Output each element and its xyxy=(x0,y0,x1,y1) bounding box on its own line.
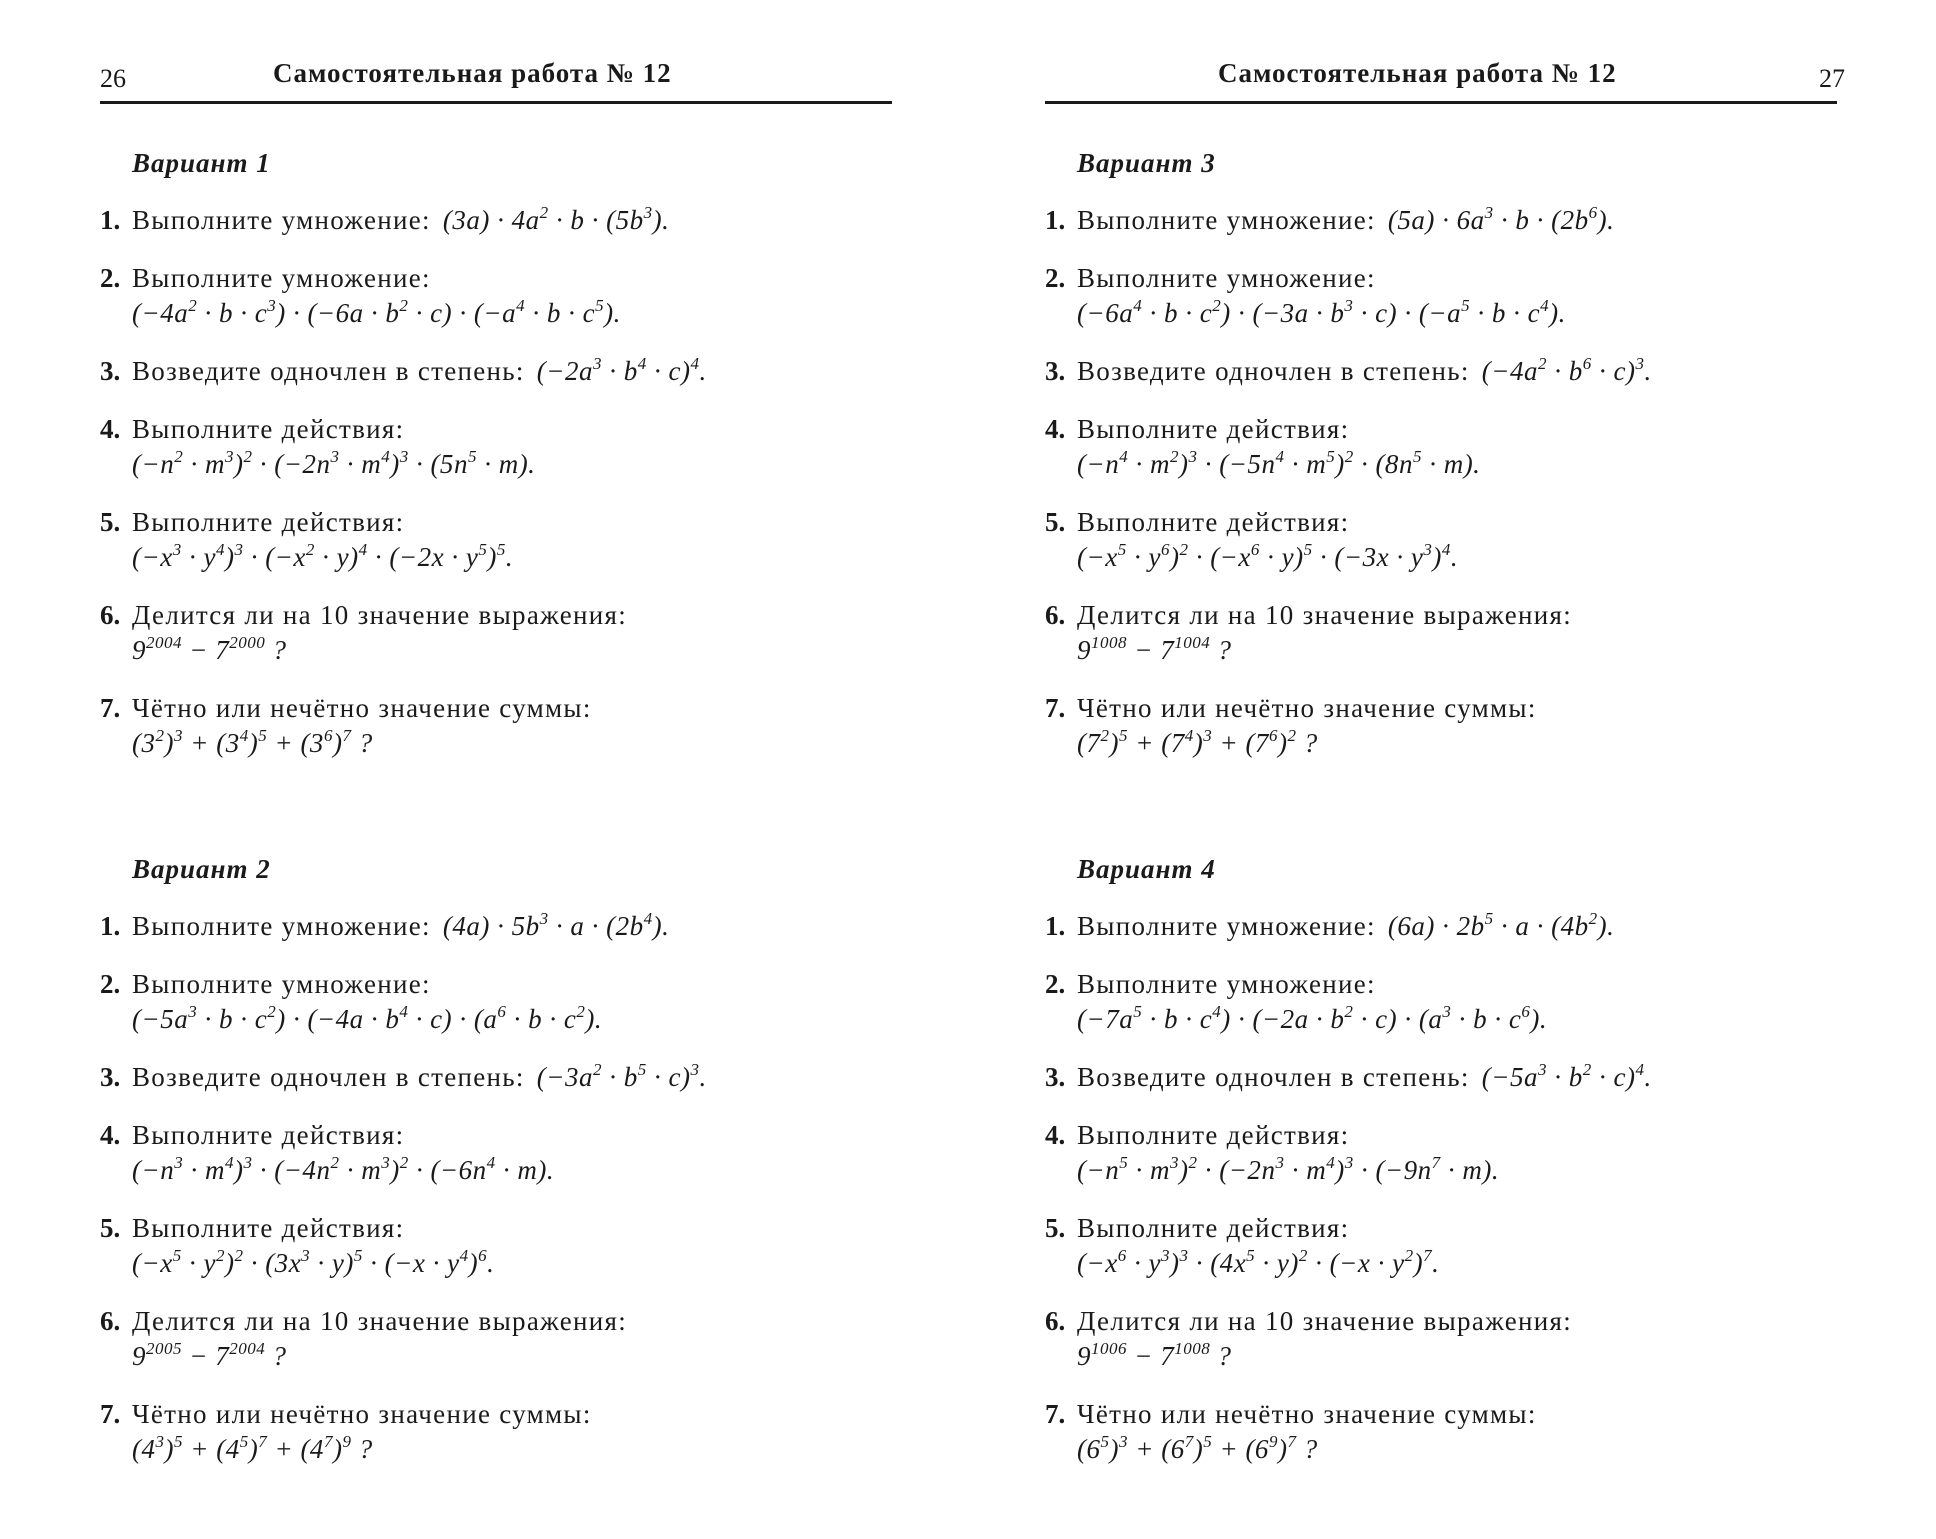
task-expression: $9^{1006} - 7^{1008}$ ? xyxy=(1077,1339,1232,1371)
task-item xyxy=(100,967,900,1037)
header-rule xyxy=(1045,101,1837,104)
task-item xyxy=(1045,261,1845,331)
task-item xyxy=(100,1397,900,1467)
variant-3 xyxy=(1045,148,1845,784)
task-expression: $(-n^4 \cdot m^2)^3 \cdot (-5n^4 \cdot m^5)^2 \cdot (8n^5 \cdot m)$. xyxy=(1077,447,1481,479)
task-expression: $(-2a^3 \cdot b^4 \cdot c)^4$. xyxy=(536,354,707,386)
task-text: Выполните действия: xyxy=(132,507,405,537)
task-body xyxy=(132,1118,900,1188)
variant-title: Вариант 4 xyxy=(1077,854,1216,884)
task-number: 4. xyxy=(1045,1120,1066,1150)
task-body xyxy=(1077,909,1845,944)
task-expression: $(3^2)^3 + (3^4)^5 + (3^6)^7$ ? xyxy=(132,726,373,758)
page-header xyxy=(1045,50,1845,104)
task-text: Выполните умножение: xyxy=(132,263,431,293)
task-number: 3. xyxy=(1045,356,1066,386)
task-body xyxy=(1077,691,1845,761)
task-body xyxy=(132,412,900,482)
task-number: 2. xyxy=(1045,263,1066,293)
task-item xyxy=(100,1211,900,1281)
task-number: 3. xyxy=(100,356,121,386)
task-item xyxy=(1045,1397,1845,1467)
task-number: 5. xyxy=(100,507,121,537)
task-item xyxy=(1045,505,1845,575)
task-expression: $(-n^2 \cdot m^3)^2 \cdot (-2n^3 \cdot m^4)^3 \cdot (5n^5 \cdot m)$. xyxy=(132,447,536,479)
task-item xyxy=(1045,1211,1845,1281)
task-number: 2. xyxy=(1045,969,1066,999)
task-text: Выполните умножение: xyxy=(1077,205,1376,235)
task-body xyxy=(132,1304,900,1374)
task-body xyxy=(132,505,900,575)
task-expression: $(-x^5 \cdot y^2)^2 \cdot (3x^3 \cdot y)^5 \cdot (-x \cdot y^4)^6$. xyxy=(132,1246,495,1278)
task-number: 5. xyxy=(1045,507,1066,537)
task-body xyxy=(1077,598,1845,668)
task-text: Делится ли на 10 значение выражения: xyxy=(132,1306,628,1336)
variant-title: Вариант 2 xyxy=(132,854,271,884)
task-item xyxy=(100,354,900,389)
task-text: Выполните умножение: xyxy=(132,205,431,235)
task-text: Возведите одночлен в степень: xyxy=(1077,356,1470,386)
task-text: Выполните действия: xyxy=(1077,1213,1350,1243)
task-body xyxy=(132,691,900,761)
task-text: Делится ли на 10 значение выражения: xyxy=(1077,600,1573,630)
task-item xyxy=(100,909,900,944)
task-number: 6. xyxy=(100,1306,121,1336)
task-expression: $(6a) \cdot 2b^5 \cdot a \cdot (4b^2)$. xyxy=(1387,909,1615,941)
page-number: 27 xyxy=(1819,64,1845,93)
task-item xyxy=(1045,1060,1845,1095)
task-number: 1. xyxy=(100,205,121,235)
task-text: Выполните действия: xyxy=(1077,414,1350,444)
task-number: 2. xyxy=(100,969,121,999)
task-text: Делится ли на 10 значение выражения: xyxy=(132,600,628,630)
running-title: Самостоятельная работа № 12 xyxy=(1218,58,1617,88)
variant-2 xyxy=(100,854,900,1490)
task-number: 1. xyxy=(100,911,121,941)
task-text: Выполните умножение: xyxy=(1077,911,1376,941)
task-body xyxy=(132,598,900,668)
task-expression: $(4^3)^5 + (4^5)^7 + (4^7)^9$ ? xyxy=(132,1432,373,1464)
task-expression: $(-x^6 \cdot y^3)^3 \cdot (4x^5 \cdot y)^2 \cdot (-x \cdot y^2)^7$. xyxy=(1077,1246,1440,1278)
task-number: 3. xyxy=(1045,1062,1066,1092)
task-body xyxy=(1077,1118,1845,1188)
task-item xyxy=(1045,598,1845,668)
task-number: 7. xyxy=(1045,693,1066,723)
task-item xyxy=(1045,1118,1845,1188)
task-body xyxy=(1077,412,1845,482)
variant-title: Вариант 3 xyxy=(1077,148,1216,178)
task-item xyxy=(100,1060,900,1095)
task-expression: $(3a) \cdot 4a^2 \cdot b \cdot (5b^3)$. xyxy=(442,203,670,235)
task-number: 7. xyxy=(100,1399,121,1429)
task-expression: $(-n^5 \cdot m^3)^2 \cdot (-2n^3 \cdot m^4)^3 \cdot (-9n^7 \cdot m)$. xyxy=(1077,1153,1500,1185)
task-text: Выполните умножение: xyxy=(132,969,431,999)
task-expression: $(5a) \cdot 6a^3 \cdot b \cdot (2b^6)$. xyxy=(1387,203,1615,235)
task-text: Выполните действия: xyxy=(1077,507,1350,537)
task-text: Чётно или нечётно значение суммы: xyxy=(132,693,592,723)
task-expression: $(-x^3 \cdot y^4)^3 \cdot (-x^2 \cdot y)^4 \cdot (-2x \cdot y^5)^5$. xyxy=(132,540,514,572)
task-body xyxy=(132,967,900,1037)
task-body xyxy=(132,1397,900,1467)
task-text: Выполните умножение: xyxy=(132,911,431,941)
task-expression: $(7^2)^5 + (7^4)^3 + (7^6)^2$ ? xyxy=(1077,726,1318,758)
task-expression: $(-6a^4 \cdot b \cdot c^2) \cdot (-3a \cdot b^3 \cdot c) \cdot (-a^5 \cdot b \cdot c^4)$. xyxy=(1077,296,1566,328)
task-body xyxy=(132,1211,900,1281)
task-body xyxy=(1077,1304,1845,1374)
task-item xyxy=(100,1304,900,1374)
task-text: Выполните действия: xyxy=(132,414,405,444)
task-number: 6. xyxy=(100,600,121,630)
variant-title: Вариант 1 xyxy=(132,148,271,178)
task-number: 4. xyxy=(1045,414,1066,444)
task-text: Чётно или нечётно значение суммы: xyxy=(1077,1399,1537,1429)
task-body xyxy=(1077,1060,1845,1095)
task-number: 5. xyxy=(100,1213,121,1243)
task-text: Делится ли на 10 значение выражения: xyxy=(1077,1306,1573,1336)
task-item xyxy=(1045,203,1845,238)
task-text: Чётно или нечётно значение суммы: xyxy=(132,1399,592,1429)
right-page xyxy=(1045,0,1865,1539)
task-body xyxy=(1077,261,1845,331)
task-item xyxy=(100,691,900,761)
task-item xyxy=(1045,691,1845,761)
task-body xyxy=(1077,354,1845,389)
task-expression: $(-4a^2 \cdot b^6 \cdot c)^3$. xyxy=(1481,354,1652,386)
left-page xyxy=(100,0,920,1539)
task-item xyxy=(1045,412,1845,482)
task-body xyxy=(1077,203,1845,238)
task-body xyxy=(132,261,900,331)
task-item xyxy=(100,598,900,668)
task-text: Выполните действия: xyxy=(132,1120,405,1150)
task-number: 7. xyxy=(1045,1399,1066,1429)
task-expression: $(-n^3 \cdot m^4)^3 \cdot (-4n^2 \cdot m^3)^2 \cdot (-6n^4 \cdot m)$. xyxy=(132,1153,555,1185)
task-text: Выполните умножение: xyxy=(1077,263,1376,293)
task-number: 5. xyxy=(1045,1213,1066,1243)
task-text: Возведите одночлен в степень: xyxy=(132,356,525,386)
task-item xyxy=(1045,1304,1845,1374)
task-text: Выполните действия: xyxy=(1077,1120,1350,1150)
task-item xyxy=(1045,909,1845,944)
task-text: Возведите одночлен в степень: xyxy=(132,1062,525,1092)
task-number: 6. xyxy=(1045,1306,1066,1336)
task-expression: $(4a) \cdot 5b^3 \cdot a \cdot (2b^4)$. xyxy=(442,909,670,941)
task-text: Чётно или нечётно значение суммы: xyxy=(1077,693,1537,723)
task-body xyxy=(1077,967,1845,1037)
page-header xyxy=(100,50,900,104)
task-item xyxy=(100,412,900,482)
task-text: Выполните умножение: xyxy=(1077,969,1376,999)
task-expression: $(6^5)^3 + (6^7)^5 + (6^9)^7$ ? xyxy=(1077,1432,1318,1464)
task-number: 4. xyxy=(100,414,121,444)
variant-1 xyxy=(100,148,900,784)
task-expression: $9^{1008} - 7^{1004}$ ? xyxy=(1077,633,1232,665)
header-rule xyxy=(100,101,892,104)
task-body xyxy=(132,909,900,944)
task-body xyxy=(1077,1211,1845,1281)
task-text: Возведите одночлен в степень: xyxy=(1077,1062,1470,1092)
task-number: 2. xyxy=(100,263,121,293)
task-item xyxy=(100,505,900,575)
task-item xyxy=(100,261,900,331)
task-body xyxy=(1077,505,1845,575)
task-body xyxy=(132,1060,900,1095)
task-expression: $(-x^5 \cdot y^6)^2 \cdot (-x^6 \cdot y)^5 \cdot (-3x \cdot y^3)^4$. xyxy=(1077,540,1459,572)
task-number: 6. xyxy=(1045,600,1066,630)
variant-4 xyxy=(1045,854,1845,1490)
task-expression: $(-5a^3 \cdot b \cdot c^2) \cdot (-4a \cdot b^4 \cdot c) \cdot (a^6 \cdot b \cdot c^2)$. xyxy=(132,1002,603,1034)
task-item xyxy=(100,203,900,238)
page-number: 26 xyxy=(100,64,126,93)
task-item xyxy=(100,1118,900,1188)
task-text: Выполните действия: xyxy=(132,1213,405,1243)
running-title: Самостоятельная работа № 12 xyxy=(273,58,672,88)
task-number: 7. xyxy=(100,693,121,723)
task-item xyxy=(1045,354,1845,389)
task-body xyxy=(132,354,900,389)
task-expression: $(-7a^5 \cdot b \cdot c^4) \cdot (-2a \cdot b^2 \cdot c) \cdot (a^3 \cdot b \cdot c^6)$. xyxy=(1077,1002,1548,1034)
task-number: 3. xyxy=(100,1062,121,1092)
task-number: 1. xyxy=(1045,205,1066,235)
task-expression: $9^{2004} - 7^{2000}$ ? xyxy=(132,633,287,665)
task-number: 4. xyxy=(100,1120,121,1150)
task-expression: $(-4a^2 \cdot b \cdot c^3) \cdot (-6a \cdot b^2 \cdot c) \cdot (-a^4 \cdot b \cdot c^5)$. xyxy=(132,296,621,328)
task-expression: $9^{2005} - 7^{2004}$ ? xyxy=(132,1339,287,1371)
task-expression: $(-5a^3 \cdot b^2 \cdot c)^4$. xyxy=(1481,1060,1652,1092)
task-body xyxy=(132,203,900,238)
task-number: 1. xyxy=(1045,911,1066,941)
task-item xyxy=(1045,967,1845,1037)
task-expression: $(-3a^2 \cdot b^5 \cdot c)^3$. xyxy=(536,1060,707,1092)
task-body xyxy=(1077,1397,1845,1467)
